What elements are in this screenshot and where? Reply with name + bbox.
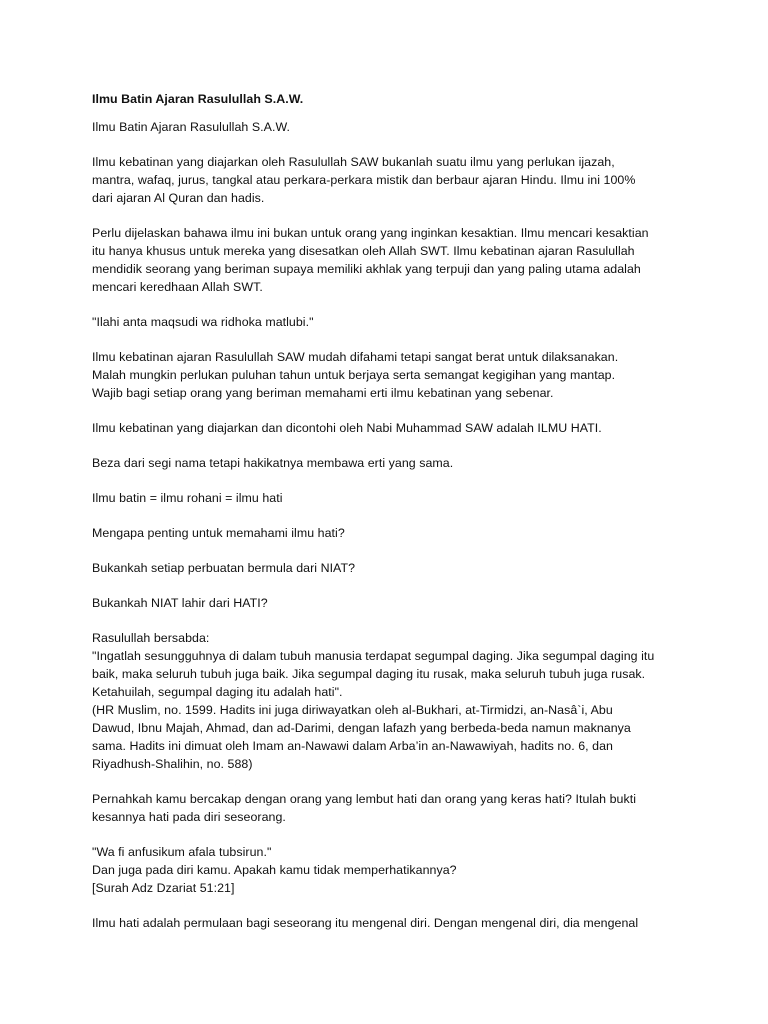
paragraph-line: Riyadhush-Shalihin, no. 588) — [92, 757, 253, 771]
document-subtitle: Ilmu Batin Ajaran Rasulullah S.A.W. — [92, 120, 291, 134]
paragraph-line: Ilmu kebatinan yang diajarkan oleh Rasulullah SAW bukanlah suatu ilmu yang perlukan ijazah, — [92, 155, 615, 169]
paragraph-line: Bukankah setiap perbuatan bermula dari NIAT? — [92, 561, 356, 575]
paragraph-line: Wajib bagi setiap orang yang beriman memahami erti ilmu kebatinan yang sebenar. — [92, 386, 554, 400]
paragraph-1 — [92, 153, 682, 207]
paragraph-line: "Ingatlah sesungguhnya di dalam tubuh manusia terdapat segumpal daging. Jika segumpal daging itu — [92, 649, 655, 663]
paragraph-line: sama. Hadits ini dimuat oleh Imam an-Nawawi dalam Arba’in an-Nawawiyah, hadits no. 6, dan — [92, 739, 613, 753]
spacer — [92, 472, 682, 489]
paragraph-line: mantra, wafaq, jurus, tangkal atau perkara-perkara mistik dan berbaur ajaran Hindu. Ilmu ini 100% — [92, 173, 636, 187]
paragraph-line: Ilmu hati adalah permulaan bagi seseorang itu mengenal diri. Dengan mengenal diri, dia mengenal — [92, 916, 639, 930]
paragraph-13 — [92, 843, 682, 897]
paragraph-9 — [92, 559, 682, 577]
paragraph-line: Rasulullah bersabda: — [92, 631, 210, 645]
spacer — [92, 897, 682, 914]
spacer — [92, 207, 682, 224]
paragraph-7 — [92, 489, 682, 507]
paragraph-line: Perlu dijelaskan bahawa ilmu ini bukan untuk orang yang inginkan kesaktian. Ilmu mencari kesaktian — [92, 226, 649, 240]
spacer — [92, 296, 682, 313]
paragraph-line: itu hanya khusus untuk mereka yang disesatkan oleh Allah SWT. Ilmu kebatinan ajaran Rasulullah — [92, 244, 635, 258]
paragraph-5 — [92, 419, 682, 437]
paragraph-line: Ilmu kebatinan ajaran Rasulullah SAW mudah difahami tetapi sangat berat untuk dilaksanakan. — [92, 350, 619, 364]
paragraph-line: "Ilahi anta maqsudi wa ridhoka matlubi." — [92, 315, 314, 329]
spacer — [92, 577, 682, 594]
spacer — [92, 108, 682, 118]
paragraph-line: mencari keredhaan Allah SWT. — [92, 280, 263, 294]
paragraph-line: Ilmu batin = ilmu rohani = ilmu hati — [92, 491, 283, 505]
document-page — [92, 90, 682, 932]
spacer — [92, 542, 682, 559]
paragraph-line: Mengapa penting untuk memahami ilmu hati? — [92, 526, 345, 540]
paragraph-14 — [92, 914, 682, 932]
paragraph-line: Dawud, Ibnu Majah, Ahmad, dan ad-Darimi, dengan lafazh yang berbeda-beda namun maknanya — [92, 721, 631, 735]
spacer — [92, 331, 682, 348]
paragraph-10 — [92, 594, 682, 612]
spacer — [92, 507, 682, 524]
paragraph-6 — [92, 454, 682, 472]
paragraph-line: Ilmu kebatinan yang diajarkan dan dicontohi oleh Nabi Muhammad SAW adalah ILMU HATI. — [92, 421, 602, 435]
spacer — [92, 136, 682, 153]
paragraph-line: mendidik seorang yang beriman supaya memiliki akhlak yang terpuji dan yang paling utama adalah — [92, 262, 641, 276]
paragraph-line: Bukankah NIAT lahir dari HATI? — [92, 596, 268, 610]
paragraph-4 — [92, 348, 682, 402]
paragraph-line: dari ajaran Al Quran dan hadis. — [92, 191, 265, 205]
spacer — [92, 773, 682, 790]
paragraph-2 — [92, 224, 682, 296]
paragraph-line: Malah mungkin perlukan puluhan tahun untuk berjaya serta semangat kegigihan yang mantap. — [92, 368, 616, 382]
paragraph-line: baik, maka seluruh tubuh juga baik. Jika segumpal daging itu rusak, maka seluruh tubuh juga rusak. — [92, 667, 646, 681]
paragraph-line: kesannya hati pada diri seseorang. — [92, 810, 286, 824]
spacer — [92, 437, 682, 454]
paragraph-12 — [92, 790, 682, 826]
paragraph-line: [Surah Adz Dzariat 51:21] — [92, 881, 235, 895]
paragraph-8 — [92, 524, 682, 542]
document-title: Ilmu Batin Ajaran Rasulullah S.A.W. — [92, 92, 304, 106]
paragraph-line: (HR Muslim, no. 1599. Hadits ini juga diriwayatkan oleh al-Bukhari, at-Tirmidzi, an-Nasâ`i, Abu — [92, 703, 613, 717]
paragraph-11 — [92, 629, 682, 773]
paragraph-3 — [92, 313, 682, 331]
paragraph-line: Pernahkah kamu bercakap dengan orang yang lembut hati dan orang yang keras hati? Itulah bukti — [92, 792, 637, 806]
paragraph-line: Beza dari segi nama tetapi hakikatnya membawa erti yang sama. — [92, 456, 454, 470]
paragraph-line: Dan juga pada diri kamu. Apakah kamu tidak memperhatikannya? — [92, 863, 457, 877]
spacer — [92, 826, 682, 843]
paragraph-line: "Wa fi anfusikum afala tubsirun." — [92, 845, 272, 859]
paragraph-line: Ketahuilah, segumpal daging itu adalah hati". — [92, 685, 343, 699]
spacer — [92, 612, 682, 629]
spacer — [92, 402, 682, 419]
